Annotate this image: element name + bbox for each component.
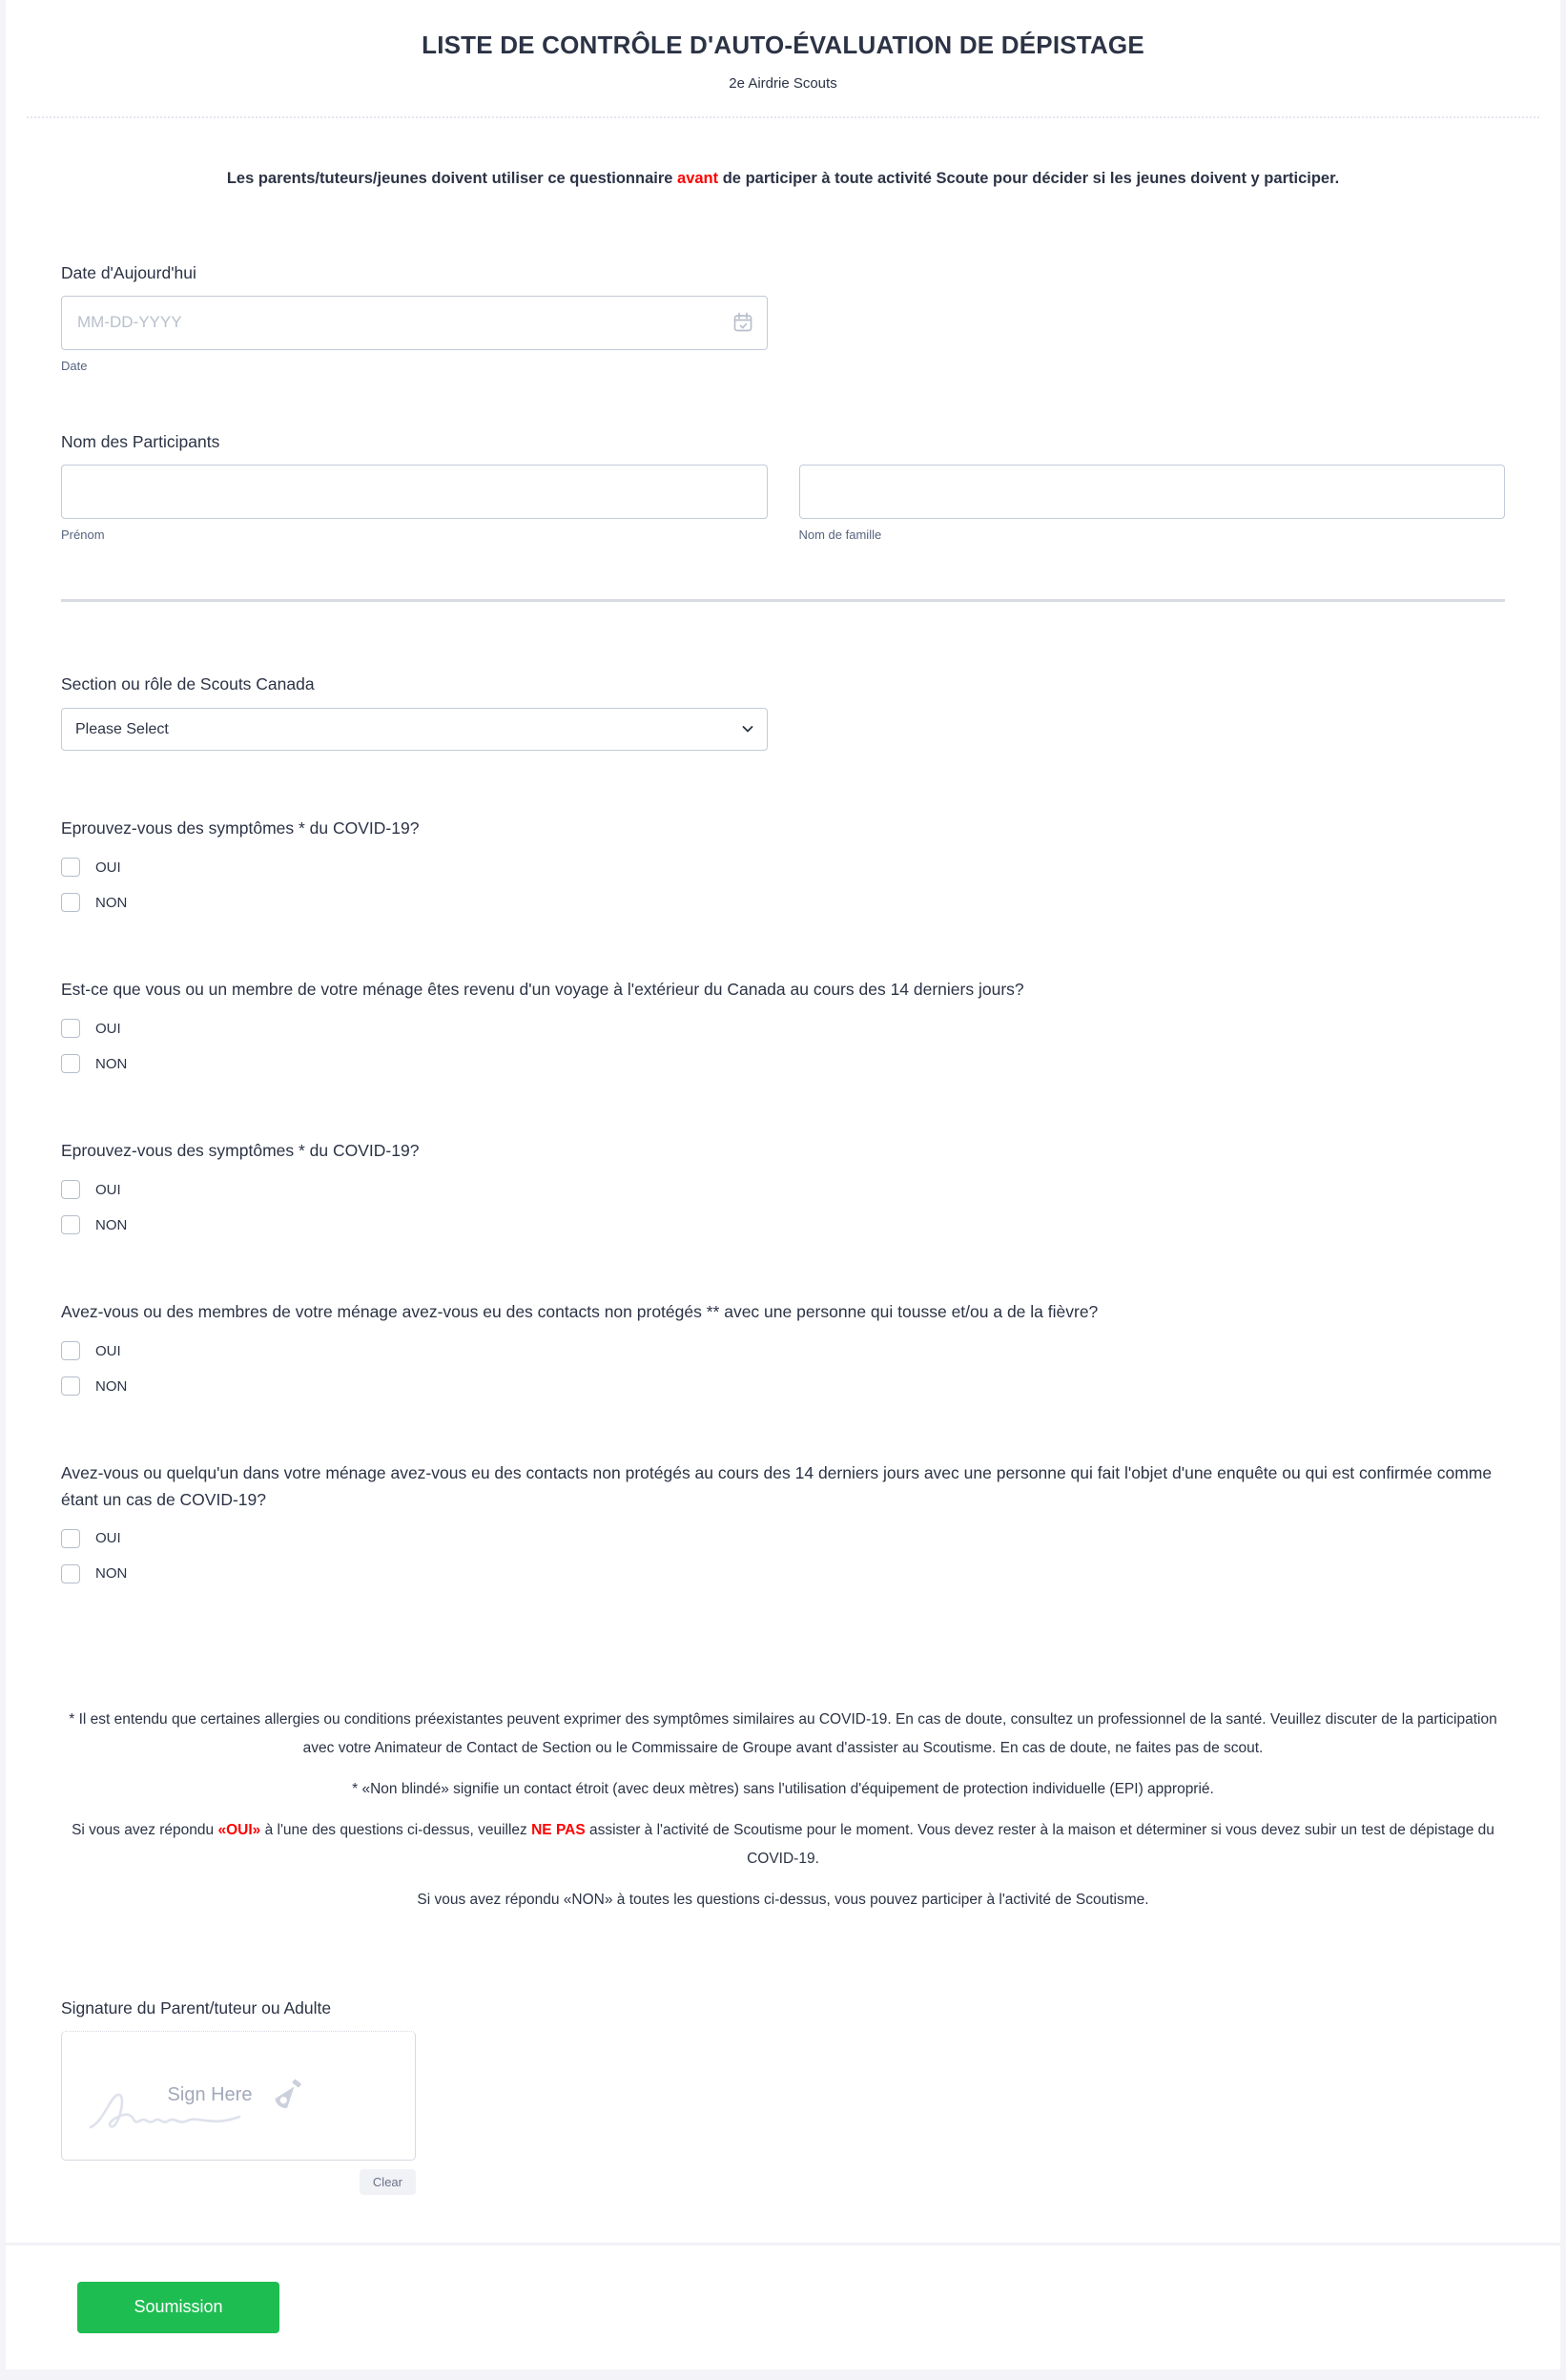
q1-option-oui[interactable] — [61, 858, 1505, 877]
date-label: Date d'Aujourd'hui — [61, 262, 196, 282]
submit-button[interactable]: Soumission — [77, 2282, 279, 2333]
q3-option-non[interactable] — [61, 1215, 1505, 1234]
signature-pad[interactable] — [61, 2031, 416, 2161]
question-travel — [61, 977, 1505, 1073]
header-divider — [27, 116, 1539, 118]
field-participant-name — [61, 432, 1505, 542]
field-section-role — [61, 674, 1505, 751]
option-label: OUI — [95, 1342, 121, 1359]
note-if-oui: Si vous avez répondu «OUI» à l'une des questions ci-dessus, veuillez NE PAS assister à l'activité de Scoutisme pour le moment. Vous devez rester à la maison et déterminer si vous devez subir un test de dépistage du COVID-19. — [72, 1821, 1494, 1867]
option-label: NON — [95, 894, 128, 911]
question-symptoms-1 — [61, 816, 1505, 912]
q1-option-non[interactable] — [61, 893, 1505, 912]
q5-option-oui[interactable] — [61, 1529, 1505, 1548]
option-label: OUI — [95, 1530, 121, 1547]
option-label: OUI — [95, 1181, 121, 1198]
option-label: NON — [95, 1377, 128, 1395]
q3-checkbox-oui[interactable] — [61, 1180, 80, 1199]
q5-checkbox-oui[interactable] — [61, 1529, 80, 1548]
q4-checkbox-non[interactable] — [61, 1376, 80, 1396]
field-signature — [61, 1998, 1505, 2195]
option-label: NON — [95, 1216, 128, 1233]
date-sublabel: Date — [61, 358, 88, 373]
section-role-select[interactable] — [61, 708, 768, 751]
note-nepas-highlight: NE PAS — [531, 1821, 586, 1838]
calendar-check-icon[interactable] — [731, 311, 754, 334]
sign-here-placeholder: Sign Here — [167, 2084, 253, 2106]
first-name-sublabel: Prénom — [61, 527, 105, 542]
last-name-sublabel: Nom de famille — [798, 527, 882, 542]
last-name-input[interactable] — [799, 465, 1506, 519]
q1-checkbox-non[interactable] — [61, 893, 80, 912]
option-label: OUI — [95, 859, 121, 876]
date-input[interactable] — [61, 296, 768, 350]
signature-label: Signature du Parent/tuteur ou Adulte — [61, 1997, 332, 2018]
question-label: Avez-vous ou des membres de votre ménage avez-vous eu des contacts non protégés ** avec une personne qui tousse et/ou a de la fièvre? — [61, 1302, 1099, 1322]
page-title: LISTE DE CONTRÔLE D'AUTO-ÉVALUATION DE DÉPISTAGE — [422, 31, 1144, 59]
note-allergies: * Il est entendu que certaines allergies ou conditions préexistantes peuvent exprimer des symptômes similaires au COVID-19. En cas de doute, consultez un professionnel de la santé. Veuillez discuter de la participation avec votre Animateur de Contact de Section ou le Commissaire de Groupe avant d'assister au Scoutisme. En cas de doute, ne faites pas de scout. — [69, 1710, 1497, 1756]
question-label: Eprouvez-vous des symptômes * du COVID-19? — [61, 817, 420, 838]
page-subtitle: 2e Airdrie Scouts — [729, 75, 837, 92]
form-card — [6, 0, 1560, 2370]
question-symptoms-2 — [61, 1138, 1505, 1234]
question-contact-confirmed-case — [61, 1460, 1505, 1583]
q2-option-non[interactable] — [61, 1054, 1505, 1073]
q3-option-oui[interactable] — [61, 1180, 1505, 1199]
first-name-input[interactable] — [61, 465, 768, 519]
q5-checkbox-non[interactable] — [61, 1564, 80, 1583]
q2-option-oui[interactable] — [61, 1019, 1505, 1038]
pen-nib-icon — [265, 2078, 309, 2114]
note-if-non: Si vous avez répondu «NON» à toutes les questions ci-dessus, vous pouvez participer à l'activité de Scoutisme. — [417, 1891, 1149, 1908]
form-header — [6, 0, 1560, 118]
q1-checkbox-oui[interactable] — [61, 858, 80, 877]
name-label: Nom des Participants — [61, 431, 220, 451]
note-unshielded: * «Non blindé» signifie un contact étroit (avec deux mètres) sans l'utilisation d'équipement de protection individuelle (EPI) approprié. — [352, 1780, 1214, 1797]
option-label: NON — [95, 1055, 128, 1072]
question-label: Eprouvez-vous des symptômes * du COVID-19? — [61, 1141, 420, 1161]
submit-divider — [6, 2243, 1560, 2245]
q5-option-non[interactable] — [61, 1564, 1505, 1583]
field-date — [61, 263, 1505, 373]
q2-checkbox-oui[interactable] — [61, 1019, 80, 1038]
instruction-text: Les parents/tuteurs/jeunes doivent utiliser ce questionnaire avant de participer à toute activité Scoute pour décider si les jeunes doivent y participer. — [226, 170, 1340, 187]
option-label: OUI — [95, 1020, 121, 1037]
q4-option-oui[interactable] — [61, 1341, 1505, 1360]
section-role-label: Section ou rôle de Scouts Canada — [61, 673, 315, 693]
signature-clear-button[interactable]: Clear — [360, 2169, 416, 2195]
q4-option-non[interactable] — [61, 1376, 1505, 1396]
question-label: Est-ce que vous ou un membre de votre ménage êtes revenu d'un voyage à l'extérieur du Canada au cours des 14 derniers jours? — [61, 980, 1024, 1000]
footnotes — [61, 1706, 1505, 1914]
question-contact-cough-fever — [61, 1299, 1505, 1396]
q4-checkbox-oui[interactable] — [61, 1341, 80, 1360]
question-label: Avez-vous ou quelqu'un dans votre ménage avez-vous eu des contacts non protégés au cours des 14 derniers jours avec une personne qui fait l'objet d'une enquête ou qui est confirmée comme étant un cas de COVID-19? — [61, 1463, 1493, 1509]
instruction-highlight: avant — [677, 170, 719, 187]
section-divider — [61, 599, 1505, 602]
note-oui-highlight: «OUI» — [217, 1821, 261, 1838]
q3-checkbox-non[interactable] — [61, 1215, 80, 1234]
q2-checkbox-non[interactable] — [61, 1054, 80, 1073]
option-label: NON — [95, 1565, 128, 1583]
